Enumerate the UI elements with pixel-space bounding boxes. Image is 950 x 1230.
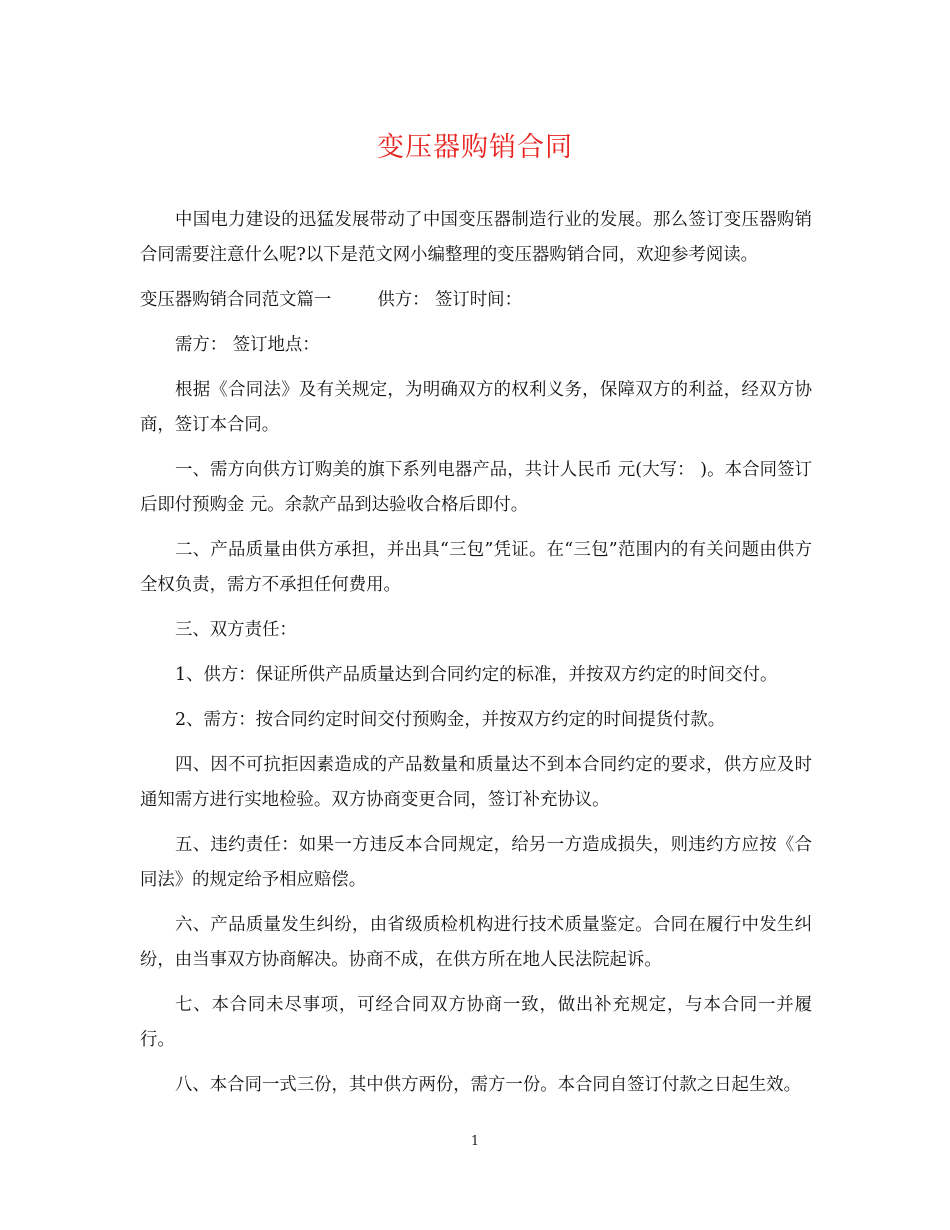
contract-paragraph-six: 六、产品质量发生纠纷，由省级质检机构进行技术质量鉴定。合同在履行中发生纠纷，由当事双方协商解决。协商不成，在供方所在地人民法院起诉。 — [140, 915, 812, 970]
sample-heading-line — [140, 283, 812, 318]
contract-paragraph-two: 二、产品质量由供方承担，并出具“三包”凭证。在“三包”范围内的有关问题由供方全权负责，需方不承担任何费用。 — [140, 540, 812, 595]
sample-heading: 变压器购销合同范文篇一 — [140, 290, 332, 310]
intro-paragraph: 中国电力建设的迅猛发展带动了中国变压器制造行业的发展。那么签订变压器购销合同需要注意什么呢?以下是范文网小编整理的变压器购销合同，欢迎参考阅读。 — [140, 210, 812, 265]
page-number: 1 — [470, 1134, 480, 1149]
contract-paragraph-three: 三、双方责任： — [175, 620, 297, 640]
contract-paragraph-basis: 根据《合同法》及有关规定，为明确双方的权利义务，保障双方的利益，经双方协商，签订本合同。 — [140, 380, 812, 435]
contract-paragraph-four: 四、因不可抗拒因素造成的产品数量和质量达不到本合同约定的要求，供方应及时通知需方进行实地检验。双方协商变更合同，签订补充协议。 — [140, 755, 812, 810]
contract-paragraph-buyer-duty: 2、需方：按合同约定时间交付预购金，并按双方约定的时间提货付款。 — [175, 710, 726, 730]
contract-paragraph-five: 五、违约责任：如果一方违反本合同规定，给另一方造成损失，则违约方应按《合同法》的规定给予相应赔偿。 — [140, 835, 812, 890]
contract-paragraph-eight: 八、本合同一式三份，其中供方两份，需方一份。本合同自签订付款之日起生效。 — [175, 1075, 802, 1095]
document-title: 变压器购销合同 — [377, 132, 573, 163]
buyer-line: 需方： 签订地点： — [175, 335, 320, 355]
document-body — [140, 203, 812, 1113]
supplier-line: 供方： 签订时间： — [377, 290, 522, 310]
contract-paragraph-seven: 七、本合同未尽事项，可经合同双方协商一致，做出补充规定，与本合同一并履行。 — [140, 995, 812, 1050]
contract-paragraph-one: 一、需方向供方订购美的旗下系列电器产品，共计人民币 元(大写： )。本合同签订后即付预购金 元。余款产品到达验收合格后即付。 — [140, 460, 812, 515]
contract-paragraph-supplier-duty: 1、供方：保证所供产品质量达到合同约定的标准，并按双方约定的时间交付。 — [175, 665, 778, 685]
